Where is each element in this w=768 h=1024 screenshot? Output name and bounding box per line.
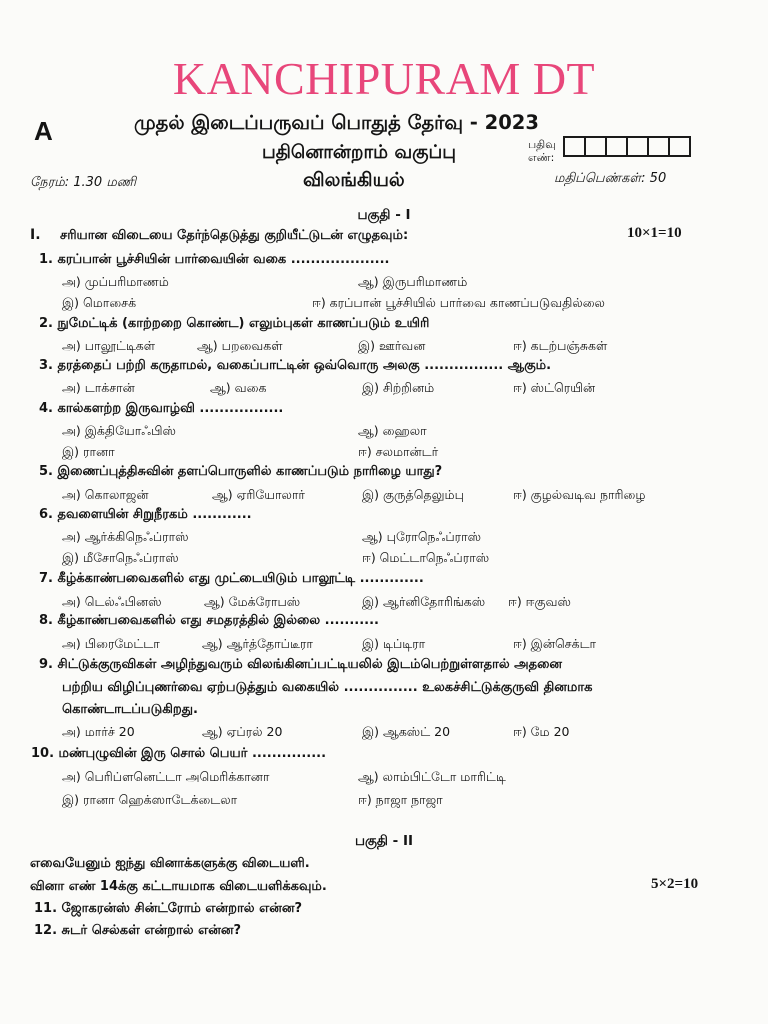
- total-marks: மதிப்பெண்கள்: 50: [554, 171, 667, 186]
- q4-option-b: ஆ) ஹைலா: [358, 423, 427, 438]
- register-number-label: பதிவு எண்:: [528, 138, 556, 164]
- q10-option-b: ஆ) லாம்பிட்டோ மாரிட்டி: [358, 769, 506, 784]
- part-1-instruction: சரியான விடையை தேர்ந்தெடுத்து குறியீட்டுடன் எழுதவும்:: [60, 228, 409, 243]
- q1-option-d: ஈ) கரப்பான் பூச்சியில் பார்வை காணப்படுவதில்லை: [312, 295, 605, 310]
- q9-option-a: அ) மார்ச் 20: [62, 724, 135, 739]
- q6-option-b: ஆ) புரோநெஃப்ராஸ்: [362, 529, 482, 544]
- q7-option-a: அ) டெல்ஃபினஸ்: [62, 594, 162, 609]
- register-box: [647, 136, 670, 157]
- q3-option-c: இ) சிற்றினம்: [362, 380, 435, 395]
- q9-option-b: ஆ) ஏப்ரல் 20: [202, 724, 283, 739]
- part-2-score: 5×2=10: [651, 876, 699, 892]
- question-1: 1. கரப்பான் பூச்சியின் பார்வையின் வகை ....................: [39, 252, 390, 267]
- q8-option-b: ஆ) ஆர்த்தோப்டீரா: [202, 636, 313, 651]
- exam-duration: நேரம்: 1.30 மணி: [30, 175, 137, 190]
- question-6: 6. தவளையின் சிறுநீரகம் ............: [39, 507, 252, 522]
- register-box: [668, 136, 691, 157]
- q10-option-a: அ) பெரிப்ளனெட்டா அமெரிக்கானா: [62, 769, 270, 784]
- q7-option-d: ஈ) ஈகுவஸ்: [508, 594, 571, 609]
- question-11: 11. ஜோகரன்ஸ் சின்ட்ரோம் என்றால் என்ன?: [34, 901, 303, 916]
- question-9-line-3: கொண்டாடப்படுகிறது.: [62, 702, 198, 717]
- q1-option-b: ஆ) இருபரிமாணம்: [358, 274, 468, 289]
- q5-option-a: அ) கொலாஜன்: [62, 487, 149, 502]
- q2-option-b: ஆ) பறவைகள்: [197, 338, 283, 353]
- register-box: [584, 136, 607, 157]
- q4-option-d: ஈ) சலமான்டர்: [358, 444, 439, 459]
- q5-option-c: இ) குருத்தெலும்பு: [362, 487, 464, 502]
- q7-option-b: ஆ) மேக்ரோபஸ்: [204, 594, 301, 609]
- question-10: 10. மண்புழுவின் இரு சொல் பெயர் ...............: [31, 746, 327, 761]
- part-1-title: பகுதி - I: [357, 207, 411, 223]
- q3-option-d: ஈ) ஸ்ட்ரெயின்: [513, 380, 596, 395]
- q8-option-c: இ) டிப்டிரா: [362, 636, 426, 651]
- q3-option-b: ஆ) வகை: [210, 380, 267, 395]
- q2-option-c: இ) ஊர்வன: [358, 338, 426, 353]
- register-box: [626, 136, 649, 157]
- q10-option-c: இ) ரானா ஹெக்ஸாடேக்டைலா: [62, 792, 238, 807]
- q8-option-d: ஈ) இன்செக்டா: [513, 636, 597, 651]
- district-title: KANCHIPURAM DT: [172, 53, 596, 104]
- exam-title: முதல் இடைப்பருவப் பொதுத் தேர்வு - 2023: [134, 111, 539, 134]
- question-12: 12. சுடர் செல்கள் என்றால் என்ன?: [34, 923, 241, 938]
- q2-option-d: ஈ) கடற்பஞ்சுகள்: [513, 338, 608, 353]
- question-9-line-1: 9. சிட்டுக்குருவிகள் அழிந்துவரும் விலங்கினப்பட்டியலில் இடம்பெற்றுள்ளதால் அதனை: [39, 657, 562, 672]
- register-number-boxes: [565, 136, 691, 157]
- q8-option-a: அ) பிரைமேட்டா: [62, 636, 160, 651]
- q1-option-a: அ) முப்பரிமாணம்: [62, 274, 169, 289]
- q6-option-d: ஈ) மெட்டாநெஃப்ராஸ்: [362, 550, 490, 565]
- part-2-instruction-1: எவையேனும் ஐந்து வினாக்களுக்கு விடையளி.: [30, 856, 310, 871]
- q6-option-a: அ) ஆர்க்கிநெஃப்ராஸ்: [62, 529, 189, 544]
- q2-option-a: அ) பாலூட்டிகள்: [62, 338, 156, 353]
- q5-option-d: ஈ) குழல்வடிவ நாரிழை: [513, 487, 646, 502]
- question-set-label: A: [34, 116, 53, 146]
- q10-option-d: ஈ) நாஜா நாஜா: [358, 792, 443, 807]
- question-8: 8. கீழ்காண்பவைகளில் எது சமதரத்தில் இல்லை ...........: [39, 613, 379, 628]
- part-1-score: 10×1=10: [627, 225, 682, 241]
- question-7: 7. கீழ்க்காண்பவைகளில் எது முட்டையிடும் பாலூட்டி .............: [39, 571, 424, 586]
- register-box: [605, 136, 628, 157]
- question-3: 3. தரத்தைப் பற்றி கருதாமல், வகைப்பாட்டின் ஒவ்வொரு அலகு ................ ஆகும்.: [39, 358, 552, 373]
- q7-option-c: இ) ஆர்னிதோரிங்கஸ்: [362, 594, 486, 609]
- class-title: பதினொன்றாம் வகுப்பு: [262, 142, 457, 163]
- section-number: I.: [30, 227, 41, 243]
- q6-option-c: இ) மீசோநெஃப்ராஸ்: [62, 550, 179, 565]
- question-4: 4. கால்களற்ற இருவாழ்வி .................: [39, 401, 284, 416]
- q5-option-b: ஆ) ஏரியோலார்: [212, 487, 305, 502]
- question-5: 5. இணைப்புத்திசுவின் தளப்பொருளில் காணப்படும் நாரிழை யாது?: [39, 464, 443, 479]
- q4-option-c: இ) ரானா: [62, 444, 115, 459]
- part-2-title: பகுதி - II: [354, 833, 414, 849]
- q9-option-d: ஈ) மே 20: [513, 724, 570, 739]
- q4-option-a: அ) இக்தியோஃபிஸ்: [62, 423, 176, 438]
- question-2: 2. நுமேட்டிக் (காற்றறை கொண்ட) எலும்புகள் காணப்படும் உயிரி: [39, 316, 430, 331]
- subject-title: விலங்கியல்: [303, 169, 405, 191]
- register-box: [563, 136, 586, 157]
- q9-option-c: இ) ஆகஸ்ட் 20: [362, 724, 451, 739]
- part-2-instruction-2: வினா எண் 14க்கு கட்டாயமாக விடையளிக்கவும்.: [30, 879, 327, 894]
- q1-option-c: இ) மொசைக்: [62, 295, 137, 310]
- q3-option-a: அ) டாக்சான்: [62, 380, 135, 395]
- question-9-line-2: பற்றிய விழிப்புணர்வை ஏற்படுத்தும் வகையில் ............... உலகச்சிட்டுக்குருவி தினமாக: [62, 680, 593, 695]
